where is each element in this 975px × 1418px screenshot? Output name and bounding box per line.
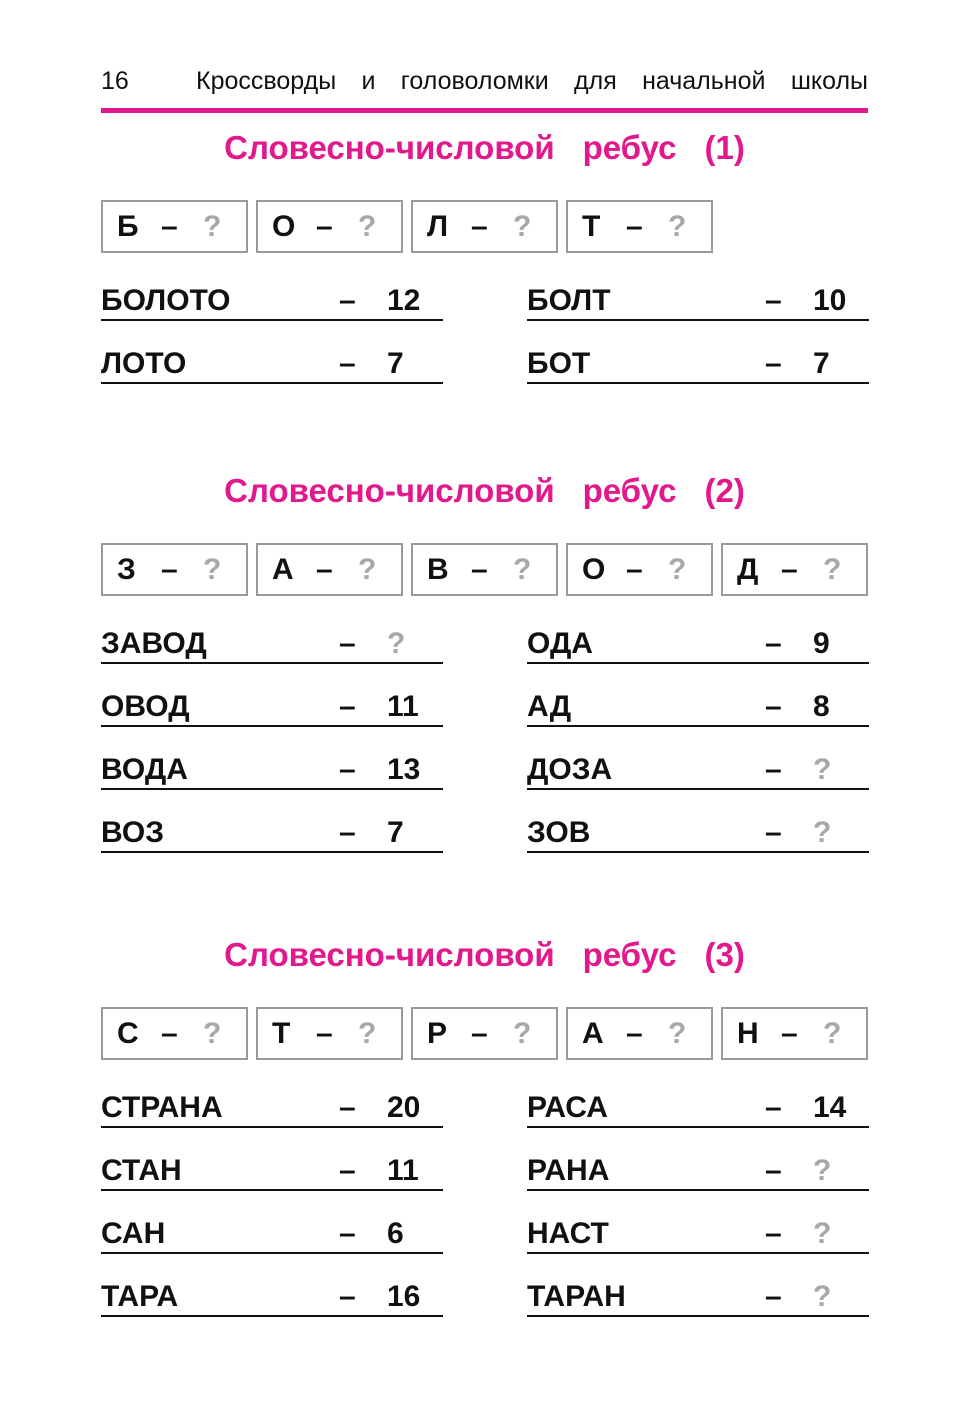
letter-box-unknown-value: ? [203, 553, 222, 586]
equation-word: ЗАВОД [101, 627, 207, 660]
letter-box-unknown-value: ? [668, 1017, 687, 1050]
letter-box-dash: – [781, 553, 798, 586]
equation-dash: – [765, 1091, 782, 1124]
letter-box [256, 543, 403, 596]
equation-word: БОЛТ [527, 284, 611, 317]
equation-line [527, 283, 869, 321]
equation-word: РАСА [527, 1091, 608, 1124]
letter-box-unknown-value: ? [668, 210, 687, 243]
letter-box [566, 200, 713, 253]
equation-dash: – [339, 1217, 356, 1250]
letter-box [256, 1007, 403, 1060]
puzzle-title-word: ребус [582, 472, 677, 509]
equation-word: СТРАНА [101, 1091, 223, 1124]
page-header [101, 62, 868, 114]
equation-dash: – [339, 284, 356, 317]
equation-value: ? [813, 753, 832, 786]
equation-line [527, 1090, 869, 1128]
equation-line [527, 626, 869, 664]
equation-word: ВОДА [101, 753, 188, 786]
letter-box-letter: Б [117, 210, 139, 243]
letter-box-letter: С [117, 1017, 139, 1050]
page-number: 16 [101, 67, 129, 95]
letter-box-dash: – [471, 210, 488, 243]
equation-dash: – [339, 347, 356, 380]
equation-word: ТАРА [101, 1280, 179, 1313]
running-title-word: школы [790, 67, 868, 95]
puzzle-title-word: ребус [582, 936, 677, 973]
equation-line [101, 283, 443, 321]
letter-box-unknown-value: ? [203, 1017, 222, 1050]
equation-value: ? [387, 627, 406, 660]
puzzle-title-word: ребус [582, 129, 677, 166]
equation-word: СТАН [101, 1154, 182, 1187]
running-title-word: и [361, 67, 376, 95]
equation-value: 14 [813, 1091, 847, 1124]
equation-word: НАСТ [527, 1217, 609, 1250]
letter-box-letter: Т [272, 1017, 291, 1050]
equation-dash: – [339, 1280, 356, 1313]
letter-box-dash: – [471, 553, 488, 586]
header-rule [101, 108, 868, 113]
equation-word: БОТ [527, 347, 591, 380]
letter-box [411, 1007, 558, 1060]
letter-box-unknown-value: ? [358, 1017, 377, 1050]
letter-box-unknown-value: ? [513, 210, 532, 243]
running-title [196, 66, 868, 96]
letter-box-unknown-value: ? [203, 210, 222, 243]
letter-box-dash: – [316, 1017, 333, 1050]
equation-dash: – [339, 816, 356, 849]
letter-box-letter: Л [427, 210, 449, 243]
running-title-word: для [574, 67, 617, 95]
letter-box-dash: – [161, 1017, 178, 1050]
letter-box-dash: – [471, 1017, 488, 1050]
equation-line [101, 1153, 443, 1191]
equation-value: 11 [387, 690, 419, 723]
equation-dash: – [765, 690, 782, 723]
letter-box-letter: А [582, 1017, 604, 1050]
letter-box-letter: Н [737, 1017, 759, 1050]
letter-box [721, 1007, 868, 1060]
letter-box [721, 543, 868, 596]
equation-dash: – [765, 347, 782, 380]
letter-box-unknown-value: ? [358, 553, 377, 586]
equation-line [101, 1090, 443, 1128]
equation-word: ОДА [527, 627, 593, 660]
equation-value: 7 [387, 816, 404, 849]
equation-dash: – [339, 690, 356, 723]
letter-box [101, 543, 248, 596]
equation-dash: – [765, 1154, 782, 1187]
equation-word: БОЛОТО [101, 284, 231, 317]
letter-box-letter: О [582, 553, 606, 586]
puzzle-title [101, 935, 868, 975]
equation-value: 9 [813, 627, 830, 660]
equation-line [527, 346, 869, 384]
equation-dash: – [339, 1154, 356, 1187]
equation-word: САН [101, 1217, 166, 1250]
letter-box [101, 1007, 248, 1060]
puzzle-title [101, 128, 868, 168]
equation-value: 6 [387, 1217, 404, 1250]
letter-box-letter: А [272, 553, 294, 586]
letter-box-letter: З [117, 553, 136, 586]
equation-word: ДОЗА [527, 753, 613, 786]
puzzle-title-word: (2) [704, 472, 745, 509]
equation-dash: – [765, 753, 782, 786]
letter-box [101, 200, 248, 253]
letter-box [411, 543, 558, 596]
letter-box-letter: Д [737, 553, 759, 586]
equation-value: 10 [813, 284, 847, 317]
letter-box [566, 1007, 713, 1060]
equation-line [527, 752, 869, 790]
equation-dash: – [765, 627, 782, 660]
letter-box [256, 200, 403, 253]
equation-value: 13 [387, 753, 421, 786]
equation-line [101, 626, 443, 664]
equation-dash: – [339, 1091, 356, 1124]
equation-dash: – [765, 1280, 782, 1313]
letter-box-unknown-value: ? [823, 1017, 842, 1050]
letter-box-unknown-value: ? [513, 1017, 532, 1050]
puzzle-title-word: Словесно-числовой [224, 129, 555, 166]
running-title-word: Кроссворды [196, 67, 337, 95]
letter-box-unknown-value: ? [358, 210, 377, 243]
equation-value: ? [813, 1280, 832, 1313]
equation-line [101, 689, 443, 727]
letter-box-dash: – [781, 1017, 798, 1050]
letter-box-dash: – [161, 210, 178, 243]
equation-word: ВОЗ [101, 816, 165, 849]
puzzle-title-word: Словесно-числовой [224, 936, 555, 973]
equation-value: 11 [387, 1154, 419, 1187]
equation-line [527, 1153, 869, 1191]
equation-line [101, 752, 443, 790]
equation-value: ? [813, 816, 832, 849]
running-title-word: начальной [642, 67, 766, 95]
equation-dash: – [339, 627, 356, 660]
equation-value: 20 [387, 1091, 421, 1124]
puzzle-title-word: Словесно-числовой [224, 472, 555, 509]
equation-word: ЛОТО [101, 347, 187, 380]
puzzle-section-3 [101, 935, 868, 1325]
letter-box [566, 543, 713, 596]
equation-dash: – [765, 816, 782, 849]
equation-line [101, 1216, 443, 1254]
equation-value: 7 [387, 347, 404, 380]
letter-box-letter: Т [582, 210, 601, 243]
equation-line [527, 815, 869, 853]
equation-word: АД [527, 690, 572, 723]
equation-value: 8 [813, 690, 830, 723]
equation-value: ? [813, 1217, 832, 1250]
letter-box-unknown-value: ? [513, 553, 532, 586]
letter-box-dash: – [316, 553, 333, 586]
equation-line [101, 815, 443, 853]
equation-value: 16 [387, 1280, 421, 1313]
puzzle-section-1 [101, 128, 868, 390]
equation-line [527, 689, 869, 727]
letter-box-unknown-value: ? [823, 553, 842, 586]
equation-word: РАНА [527, 1154, 610, 1187]
equation-line [101, 346, 443, 384]
letter-box-dash: – [626, 553, 643, 586]
equation-line [101, 1279, 443, 1317]
letter-box-dash: – [626, 210, 643, 243]
equation-word: ТАРАН [527, 1280, 626, 1313]
puzzle-section-2 [101, 471, 868, 861]
equation-dash: – [339, 753, 356, 786]
letter-box-dash: – [316, 210, 333, 243]
equation-line [527, 1216, 869, 1254]
equation-word: ОВОД [101, 690, 190, 723]
equation-dash: – [765, 284, 782, 317]
equation-dash: – [765, 1217, 782, 1250]
letter-box-dash: – [161, 553, 178, 586]
running-title-word: головоломки [400, 67, 549, 95]
puzzle-title-word: (3) [704, 936, 745, 973]
equation-value: 7 [813, 347, 830, 380]
letter-box-letter: О [272, 210, 296, 243]
letter-box-letter: В [427, 553, 449, 586]
letter-box-dash: – [626, 1017, 643, 1050]
letter-box [411, 200, 558, 253]
equation-value: 12 [387, 284, 421, 317]
equation-word: ЗОВ [527, 816, 591, 849]
puzzle-title [101, 471, 868, 511]
letter-box-unknown-value: ? [668, 553, 687, 586]
equation-line [527, 1279, 869, 1317]
letter-box-letter: Р [427, 1017, 448, 1050]
equation-value: ? [813, 1154, 832, 1187]
puzzle-title-word: (1) [704, 129, 745, 166]
